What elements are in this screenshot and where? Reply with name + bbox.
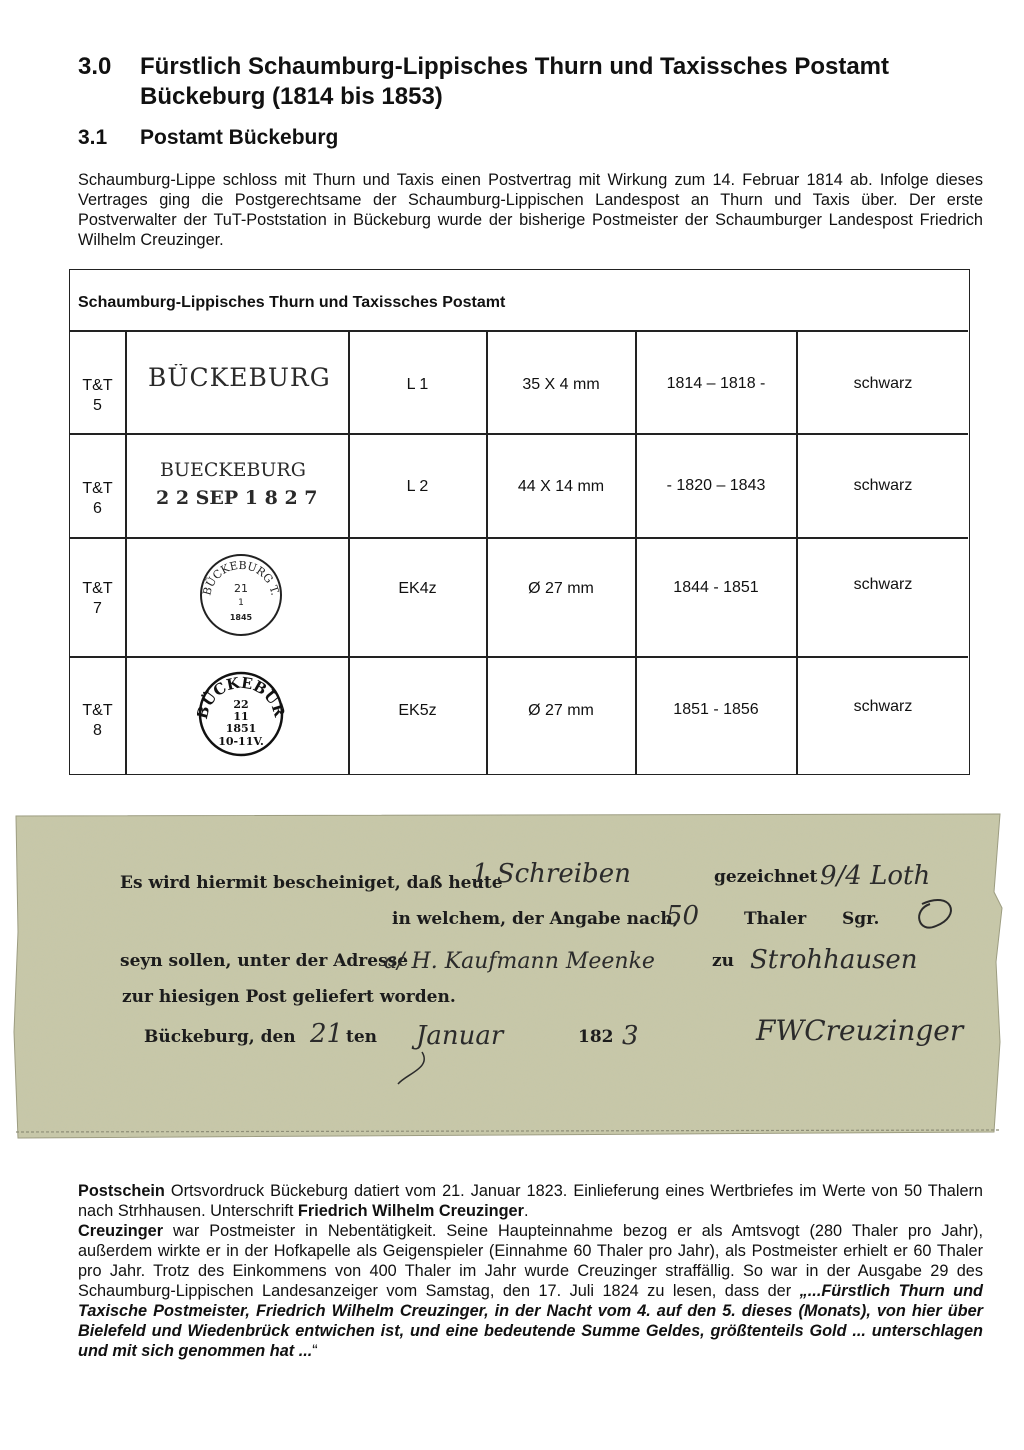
caption-text: [78, 1181, 983, 1361]
stamp-code-number: 5: [93, 397, 102, 414]
table-divider: [125, 330, 127, 774]
form-handwriting: Januar: [416, 1021, 504, 1051]
stamp-text: 11: [233, 710, 249, 723]
stamp-text: 1851: [225, 722, 257, 735]
form-handwriting: a/ H. Kaufmann Meenke: [384, 949, 655, 974]
stamp-text: ÜCKEBU: [198, 673, 283, 710]
caption-text-span: .: [523, 1202, 529, 1220]
stamp-size: 44 X 14 mm: [517, 478, 605, 495]
stamp-text: 10-11V.: [218, 735, 264, 748]
stamp-code: [70, 479, 125, 519]
form-handwriting: 21: [310, 1019, 344, 1049]
form-print-line: Es wird hiermit bescheiniget, daß heute: [120, 873, 503, 893]
table-title: Schaumburg-Lippisches Thurn und Taxissches Postamt: [78, 294, 506, 311]
stamp-text: 21: [234, 582, 248, 595]
caption-paragraph: [78, 1221, 983, 1361]
form-handwriting: Strohhausen: [750, 945, 918, 975]
stamp-code-number: 7: [93, 600, 102, 617]
form-print-line: Bückeburg, den: [144, 1027, 296, 1047]
form-print-line: in welchem, der Angabe nach,: [392, 909, 679, 929]
stamp-text: 22: [233, 698, 249, 711]
form-handwriting: 1 Schreiben: [472, 859, 631, 889]
main-heading-title: Fürstlich Schaumburg-Lippisches Thurn und Taxissches Postamt Bückeburg (1814 bis 1853): [140, 53, 890, 110]
stamp-type: L 1: [406, 376, 429, 393]
stamp-code-prefix: T&T: [82, 702, 113, 719]
caption-text-span: war Postmeister in Nebentätigkeit. Seine Haupteinnahme bezog er als Amtsvogt (280 Thaler pro Jahr), außerdem wirkte er in der Hofkapelle als Geigenspieler (Einnahme 60 Thaler pro Jahr), als Postmeister erhielt er 60 Thaler pro Jahr. Trotz des Einkommens von 400 Thaler im Jahr wurde Creuzinger straffällig. So war in der Ausgabe 29 des Schaumburg-Lippischen Landesanzeiger vom Samstag, den 17. Juli 1824 zu lesen, dass der: [78, 1222, 983, 1300]
stamp-code: [70, 376, 125, 416]
table-divider: [70, 656, 968, 658]
stamp-size: 35 X 4 mm: [522, 376, 600, 393]
stamp-code: [70, 579, 125, 619]
stamp-code-prefix: T&T: [82, 377, 113, 394]
stamp-image-ek5z: [197, 668, 285, 765]
stamp-code: [70, 701, 125, 741]
stamp-code-number: 8: [93, 722, 102, 739]
stamp-period: - 1820 – 1843: [666, 477, 766, 494]
stamp-code-number: 6: [93, 500, 102, 517]
form-print-line: 182: [578, 1027, 614, 1047]
sub-heading-number: 3.1: [78, 126, 108, 149]
sub-heading-title: Postamt Bückeburg: [140, 126, 339, 149]
caption-bold-name: Friedrich Wilhelm Creuzinger: [297, 1202, 524, 1220]
caption-paragraph: [78, 1181, 983, 1221]
form-print-line: zu: [712, 951, 735, 971]
form-handwriting: 50: [666, 901, 700, 931]
caption-text-span: Ortsvordruck Bückeburg datiert vom 21. Januar 1823. Einlieferung eines Wertbriefes im Werte von 50 Thalern nach Strhhausen. Unterschrift: [78, 1182, 983, 1220]
postschein-image: [12, 812, 1004, 1148]
stamp-color: schwarz: [853, 576, 913, 593]
caption-quote: „...Fürstlich Thurn und Taxische Postmeister, Friedrich Wilhelm Creuzinger, in der Nacht vom 4. auf den 5. dieses (Monats), von hier über Bielefeld und Wiedenbrück entwichen ist, und eine bedeutende Summe Geldes, größtenteils Gold ... unterschlagen und mit sich genommen hat ...: [78, 1282, 983, 1360]
stamp-code-prefix: T&T: [82, 580, 113, 597]
stamp-color: schwarz: [853, 698, 913, 715]
stamp-image-ek4z: [198, 552, 284, 643]
stamp-image-l2: [156, 456, 346, 517]
stamp-size: Ø 27 mm: [528, 702, 594, 719]
stamp-text: BÜCKEBURG: [148, 364, 328, 392]
form-handwriting: 3: [622, 1021, 639, 1051]
stamp-code-prefix: T&T: [82, 480, 113, 497]
form-handwriting: 9/4 Loth: [820, 861, 931, 891]
stamp-color: schwarz: [853, 477, 913, 494]
caption-bold-term: Postschein: [78, 1182, 165, 1200]
table-divider: [70, 433, 968, 435]
form-print-line: gezeichnet: [714, 867, 818, 887]
form-print-line: Thaler: [744, 909, 807, 929]
stamp-text: BÜCKEBURG T.: [200, 558, 282, 597]
stamp-period: 1814 – 1818 -: [666, 375, 766, 392]
stamp-type: L 2: [406, 478, 429, 495]
intro-paragraph: Schaumburg-Lippe schloss mit Thurn und Taxis einen Postvertrag mit Wirkung zum 14. Februar 1814 ab. Infolge dieses Vertrages ging die Postgerechtsame der Schaumburg-Lippischen Landespost an Thurn und Taxis über. Der erste Postverwalter der TuT-Poststation in Bückeburg wurde der bisherige Postmeister der Schaumburger Landespost Friedrich Wilhelm Creuzinger.: [78, 171, 983, 249]
caption-text-span: “: [312, 1342, 318, 1360]
form-print-line: seyn sollen, unter der Adresse: [120, 951, 409, 971]
form-print-line: Sgr.: [842, 909, 880, 929]
sub-heading: [78, 126, 339, 150]
table-divider: [70, 537, 968, 539]
stamp-text: 2 2 SEP 1 8 2 7: [156, 487, 318, 509]
form-print-line: ten: [346, 1027, 378, 1047]
stamp-image-l1: [148, 364, 328, 399]
stamp-size: Ø 27 mm: [528, 580, 594, 597]
stamp-text: BUECKEBURG: [160, 459, 306, 481]
stamp-text: 1845: [229, 613, 253, 622]
stamp-text: 1: [238, 598, 244, 608]
table-divider: [70, 330, 968, 332]
stamp-type: EK5z: [398, 702, 437, 719]
stamp-period: 1851 - 1856: [673, 701, 759, 718]
form-print-line: zur hiesigen Post geliefert worden.: [122, 987, 456, 1007]
main-heading-number: 3.0: [78, 53, 112, 80]
stamp-type: EK4z: [398, 580, 437, 597]
postmark-table: [69, 269, 970, 775]
form-handwriting: FWCreuzinger: [756, 1014, 964, 1047]
stamp-period: 1844 - 1851: [673, 579, 759, 596]
caption-bold-term: Creuzinger: [78, 1222, 164, 1240]
stamp-color: schwarz: [853, 375, 913, 392]
